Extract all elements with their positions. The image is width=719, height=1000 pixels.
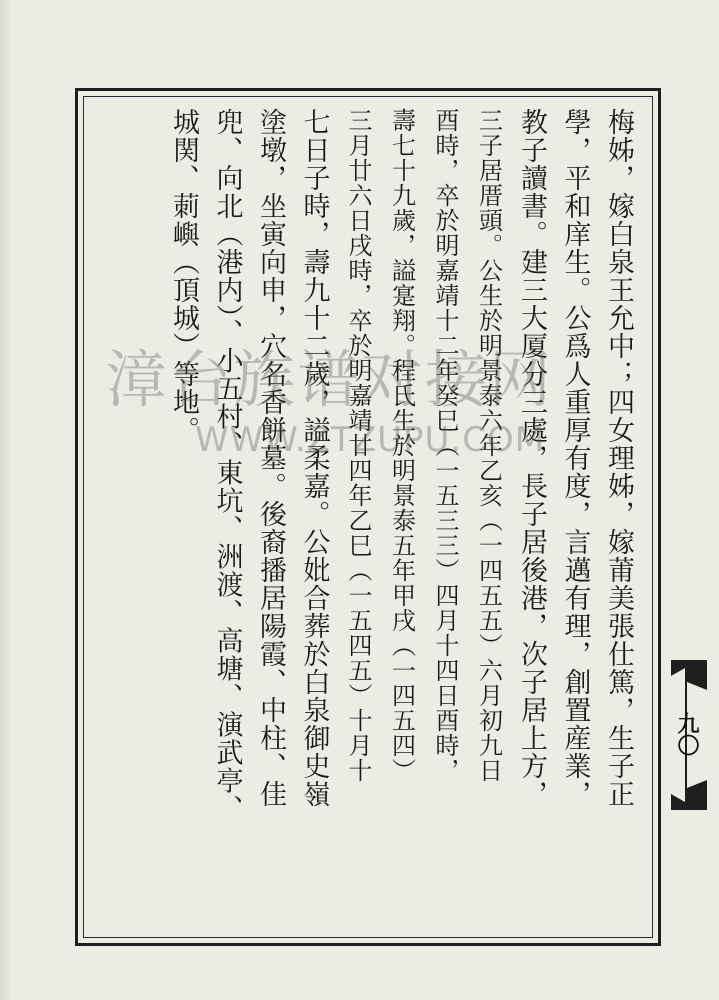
- text-column-2: 學，平和庠生。公爲人重厚有度，言邁有理，創置産業，: [559, 108, 591, 808]
- text-column-9: 塗墩，坐寅向申，穴名香餅墓。後裔播居陽霞、中柱、佳: [255, 108, 286, 808]
- text-column-7: 三月廿六日戌時，卒於明嘉靖廿四年乙巳（一五四五）十月十: [344, 108, 372, 783]
- watermark-url: WWW.ZTZUPU.COM: [195, 420, 546, 460]
- page-edge-shadow: [0, 0, 12, 1000]
- text-column-5: 酉時，卒於明嘉靖十二年癸巳（一五三三）四月十四日酉時，: [431, 108, 459, 783]
- text-column-1: 梅姊，嫁白泉王允中；四女理姊，嫁莆美張仕篤，生子正: [603, 108, 634, 808]
- vertical-text-body: [100, 108, 640, 928]
- page-number-tab: [667, 660, 707, 810]
- page-number: 九〇: [674, 712, 700, 756]
- watermark-title: 漳台族谱对接网: [105, 343, 554, 416]
- text-column-11: 城関、莿嶼（頂城）等地。: [168, 108, 199, 444]
- text-column-8: 七日子時，壽九十二歲，謚柔嘉。公妣合葬於白泉御史嶺: [298, 108, 330, 808]
- text-column-4: 三子居厝頭。公生於明景泰六年乙亥（一四五五）六月初九日: [474, 108, 503, 783]
- text-column-3: 教子讀書。建三大厦分三處，長子居後港，次子居上方，: [516, 108, 547, 808]
- text-column-6: 壽七十九歲，謚寔翔。程氏生於明景泰五年甲戌（一四五四）: [387, 108, 416, 783]
- text-column-10: 兜、向北（港内）、小五村、東坑、洲渡、高塘、演武亭、: [211, 108, 243, 823]
